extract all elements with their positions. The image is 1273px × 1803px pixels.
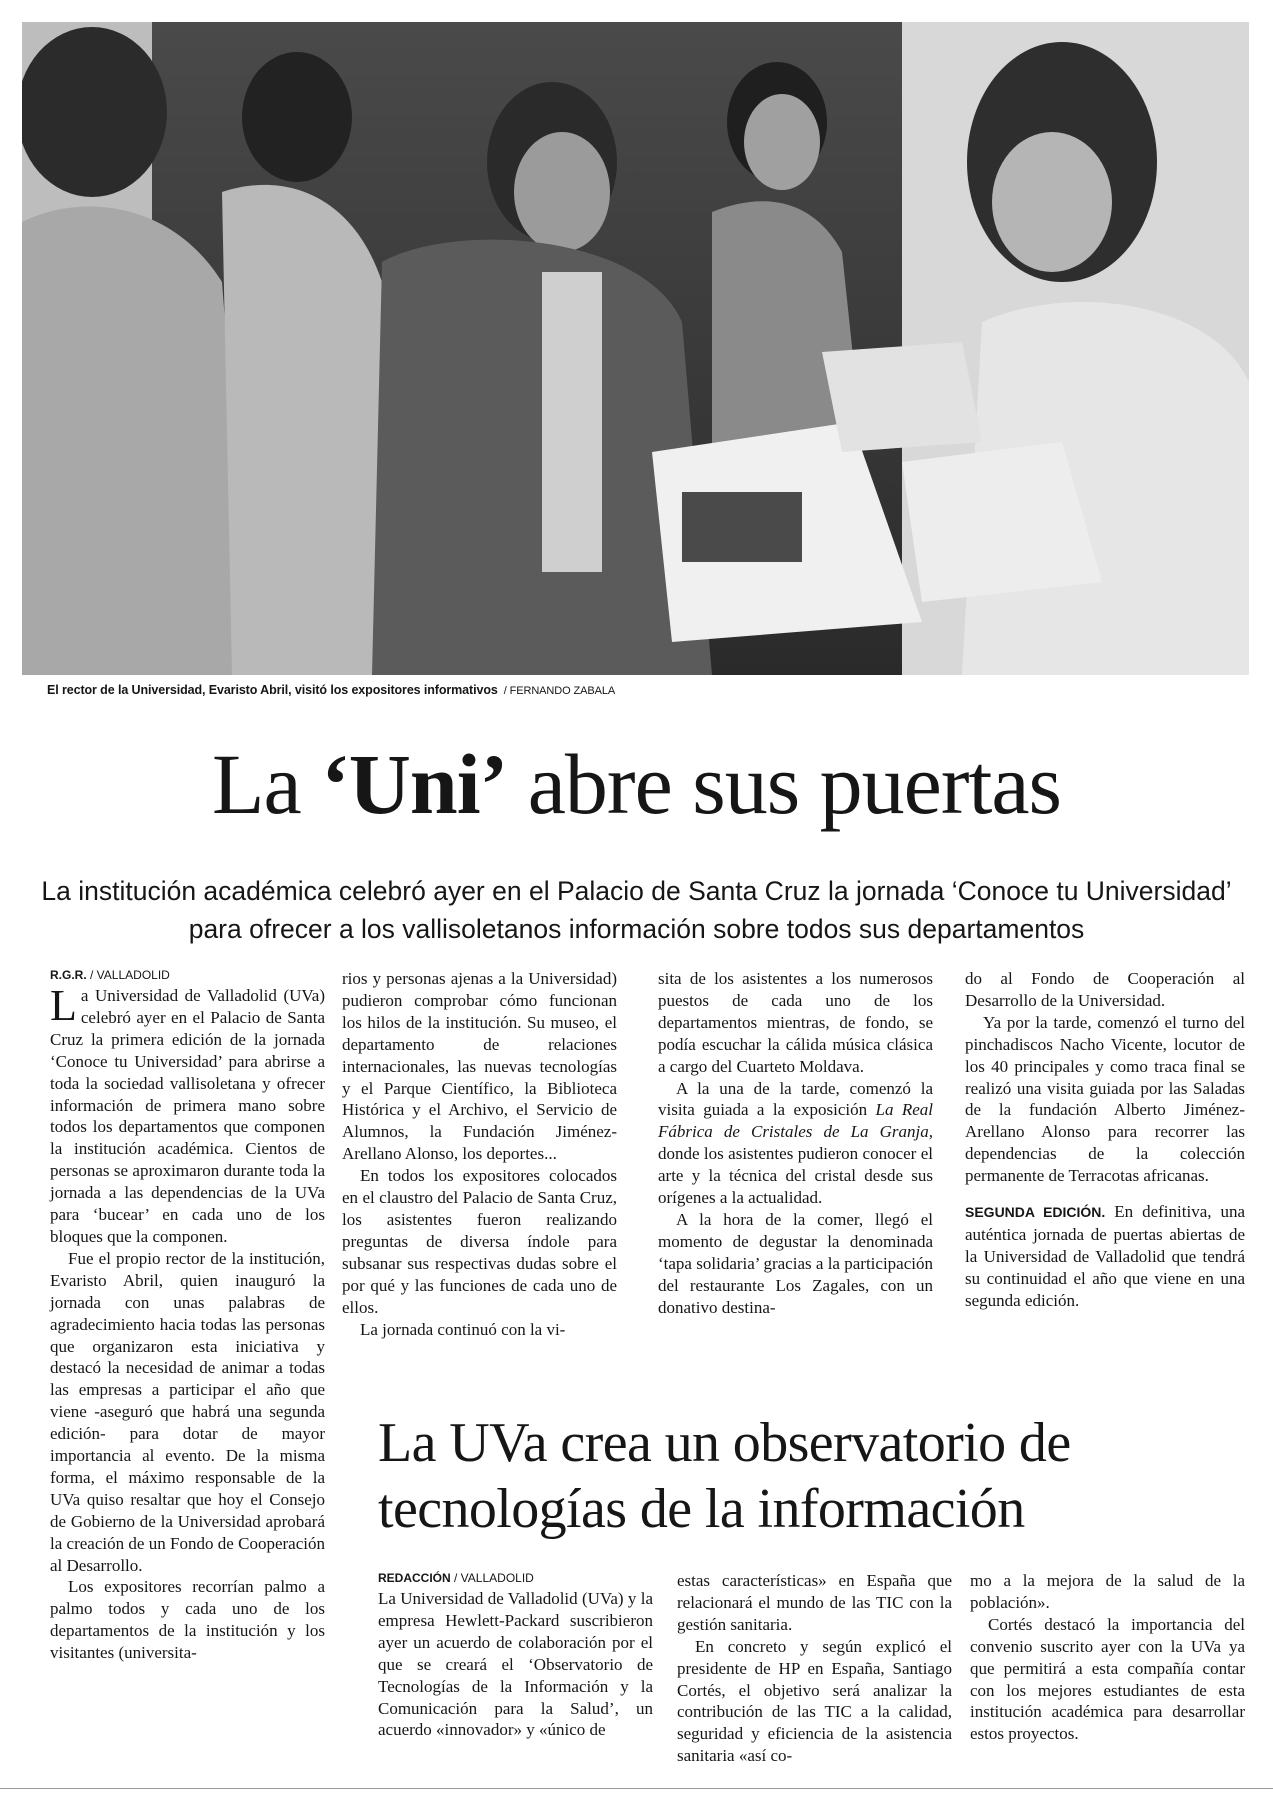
drop-cap: L — [50, 981, 77, 1030]
article2-paragraph: estas características» en España que relacionará el mundo de las TIC con la gestión sanitaria. — [677, 1571, 952, 1634]
article2-column-2 — [677, 1570, 952, 1767]
article1-column-4 — [965, 968, 1245, 1312]
article1-text: donde los asistentes pudieron conocer el arte y la técnica del cristal desde sus orígenes a la actualidad. — [658, 1144, 933, 1208]
article1-paragraph: sita de los asistentes a los numerosos puestos de cada uno de los departamentos mientras, de fondo, se podía escuchar la cálida música clásica a cargo del Cuarteto Moldava. — [658, 969, 933, 1076]
bottom-rule — [0, 1788, 1273, 1789]
article2-paragraph: mo a la mejora de la salud de la población». — [970, 1571, 1245, 1612]
main-subtitle: La institución académica celebró ayer en el Palacio de Santa Cruz la jornada ‘Conoce tu Universidad’ para ofrecer a los vallisoletanos información sobre todos sus departamentos — [41, 876, 1232, 944]
byline-place: / VALLADOLID — [454, 1571, 534, 1585]
article2-paragraph: Cortés destacó la importancia del convenio suscrito ayer con la UVa ya que permitirá a esta compañía contar con los mejores estudiantes de esta institución académica para desarrollar estos proyectos. — [970, 1614, 1245, 1744]
article1-column-2 — [342, 968, 617, 1340]
photo-credit: / FERNANDO ZABALA — [503, 685, 616, 697]
article2-paragraph: La Universidad de Valladolid (UVa) y la empresa Hewlett-Packard suscribieron ayer un acuerdo de colaboración por el que se creará el ‘Observatorio de Tecnologías de la Información y la Comunicación para la Salud’, un acuerdo «innovador» y «único de — [378, 1589, 653, 1740]
news-photo-image — [22, 22, 1249, 675]
article1-column-3 — [658, 968, 933, 1319]
secondary-headline: La UVa crea un observatorio de tecnologías de la información — [378, 1412, 1071, 1540]
article1-text: En definitiva, una auténtica jornada de puertas abiertas de la Universidad de Valladolid que tendrá su continuidad el año que viene en una segunda edición. — [965, 1202, 1245, 1310]
article1-paragraph — [50, 981, 325, 1248]
photo-caption — [47, 683, 615, 697]
article1-paragraph: Fue el propio rector de la institución, Evaristo Abril, quien inauguró la jornada con unas palabras de agradecimiento hacia todas las personas que organizaron esta iniciativa y destacó la necesidad de animar a todas las empresas a participar el año que viene -aseguró que habrá una segunda edición- para dotar de mayor importancia al evento. De la misma forma, el máximo responsable de la UVa quiso resaltar que hoy el Consejo de Gobierno de la Universidad aprobará la creación de un Fondo de Cooperación al Desarrollo. — [50, 1248, 325, 1575]
article1-paragraph: Los expositores recorrían palmo a palmo todos y cada uno de los departamentos de la institución y los visitantes (universita- — [50, 1577, 325, 1663]
article1-paragraph — [965, 1201, 1245, 1312]
article1-paragraph: rios y personas ajenas a la Universidad) pudieron comprobar cómo funcionan los hilos de la institución. Su museo, el departamento de relaciones internacionales, las nuevas tecnologías y el Parque Científico, la Biblioteca Histórica y el Archivo, el Servicio de Alumnos, la Fundación Jiménez-Arellano Alonso, los deportes... — [342, 969, 617, 1164]
byline-place: / VALLADOLID — [90, 968, 170, 982]
byline-author: R.G.R. — [50, 968, 87, 982]
article2-column-3 — [970, 1570, 1245, 1745]
article1-paragraph — [658, 1078, 933, 1209]
article1-paragraph: Ya por la tarde, comenzó el turno del pinchadiscos Nacho Vicente, locutor de los 40 principales y como traca final se realizó una visita guiada por las Saladas de la fundación Alberto Jiménez-Arellano Alonso para recorrer las dependencias de la colección permanente de Terracotas africanas. — [965, 1012, 1245, 1186]
headline-part-1: La — [211, 736, 322, 832]
article1-paragraph: do al Fondo de Cooperación al Desarrollo de la Universidad. — [965, 969, 1245, 1010]
article1-byline — [50, 965, 325, 985]
article2-byline — [378, 1568, 653, 1588]
byline-author: REDACCIÓN — [378, 1571, 451, 1585]
exhibition-title: La Real Fábrica de Cristales de La Granja, — [658, 1100, 933, 1142]
headline-part-2: ‘Uni’ — [321, 736, 508, 832]
main-headline — [0, 738, 1273, 830]
article1-column-1 — [50, 965, 325, 1664]
article1-paragraph: En todos los expositores colocados en el claustro del Palacio de Santa Cruz, los asistentes fueron realizando preguntas de diversa índole para subsanar sus respectivas dudas sobre el por qué y las funciones de cada uno de ellos. — [342, 1166, 617, 1317]
article2-paragraph: En concreto y según explicó el presidente de HP en España, Santiago Cortés, el objetivo será analizar la contribución de las TIC a la calidad, seguridad y eficiencia de la asistencia sanitaria «así co- — [677, 1636, 952, 1766]
article1-paragraph: La jornada continuó con la vi- — [360, 1319, 566, 1339]
news-photo — [22, 22, 1249, 675]
section-kicker: SEGUNDA EDICIÓN. — [965, 1204, 1106, 1221]
photo-caption-text: El rector de la Universidad, Evaristo Abril, visitó los expositores informativos — [47, 683, 498, 697]
article1-paragraph: A la hora de la comer, llegó el momento de degustar la denominada ‘tapa solidaria’ gracias a la participación del restaurante Los Zagales, con un donativo destina- — [658, 1209, 933, 1317]
article1-text: A la una de la tarde, comenzó la visita guiada a la exposición — [658, 1078, 933, 1120]
headline-part-3: abre sus puertas — [507, 736, 1062, 832]
article2-column-1 — [378, 1568, 653, 1741]
article1-paragraph-text: a Universidad de Valladolid (UVa) celebró ayer en el Palacio de Santa Cruz la primera edición de la jornada ‘Conoce tu Universidad’ para abrirse a toda la sociedad vallisoletana y ofrecer información de primera mano sobre todos los departamentos que componen la institución académica. Cientos de personas se aproximaron durante toda la jornada a las dependencias de la UVa para ‘bucear’ en cada uno de los bloques que la componen. — [50, 986, 325, 1246]
